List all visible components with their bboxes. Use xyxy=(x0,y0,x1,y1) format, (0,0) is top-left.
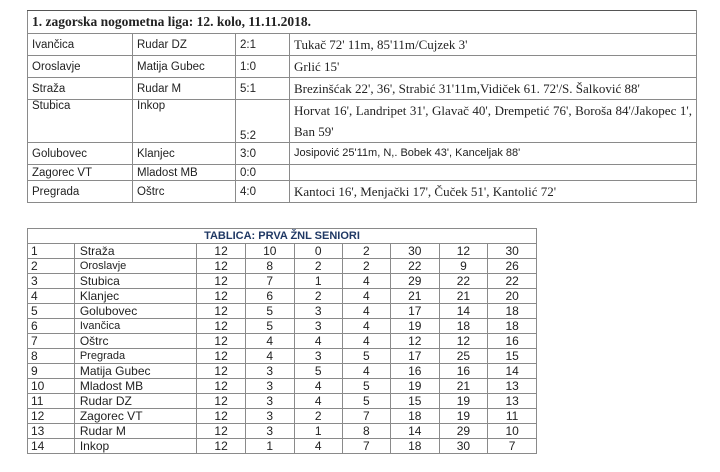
standings-position: 9 xyxy=(28,364,75,379)
match-away-team: Rudar M xyxy=(133,78,236,100)
standings-row xyxy=(28,379,537,394)
results-title-row xyxy=(28,11,697,34)
standings-row xyxy=(28,409,537,424)
standings-stat-cell: 14 xyxy=(390,424,439,439)
standings-team: Stubica xyxy=(74,274,196,289)
standings-row xyxy=(28,439,537,454)
standings-stat-cell: 12 xyxy=(197,289,246,304)
standings-stat-cell: 5 xyxy=(245,304,294,319)
standings-title-row xyxy=(28,229,537,244)
standings-stat-cell: 19 xyxy=(390,319,439,334)
standings-stat-cell: 13 xyxy=(488,379,537,394)
standings-stat-cell: 7 xyxy=(342,439,390,454)
standings-stat-cell: 4 xyxy=(294,334,342,349)
standings-stat-cell: 4 xyxy=(342,274,390,289)
standings-position: 11 xyxy=(28,394,75,409)
standings-stat-cell: 3 xyxy=(294,319,342,334)
match-score: 1:0 xyxy=(236,56,290,78)
standings-position: 13 xyxy=(28,424,75,439)
standings-stat-cell: 7 xyxy=(342,409,390,424)
standings-stat-cell: 4 xyxy=(294,379,342,394)
match-home-team: Oroslavje xyxy=(28,56,133,78)
standings-position: 6 xyxy=(28,319,75,334)
match-away-team: Mladost MB xyxy=(133,165,236,181)
standings-row xyxy=(28,319,537,334)
match-away-team: Oštrc xyxy=(133,181,236,203)
match-row xyxy=(28,143,697,165)
standings-stat-cell: 21 xyxy=(390,289,439,304)
standings-stat-cell: 1 xyxy=(294,274,342,289)
standings-stat-cell: 22 xyxy=(390,259,439,274)
standings-row xyxy=(28,364,537,379)
standings-stat-cell: 5 xyxy=(245,319,294,334)
standings-team: Klanjec xyxy=(74,289,196,304)
standings-stat-cell: 4 xyxy=(245,334,294,349)
match-score: 3:0 xyxy=(236,143,290,165)
match-scorers: Tukač 72' 11m, 85'11m/Cujzek 3' xyxy=(290,34,697,56)
standings-title: TABLICA: PRVA ŽNL SENIORI xyxy=(28,229,537,244)
match-score: 5:2 xyxy=(236,100,290,143)
standings-stat-cell: 2 xyxy=(342,259,390,274)
standings-position: 7 xyxy=(28,334,75,349)
standings-stat-cell: 7 xyxy=(488,439,537,454)
standings-stat-cell: 16 xyxy=(439,364,488,379)
standings-stat-cell: 18 xyxy=(390,409,439,424)
standings-stat-cell: 15 xyxy=(488,349,537,364)
standings-row xyxy=(28,424,537,439)
standings-stat-cell: 6 xyxy=(245,289,294,304)
standings-stat-cell: 0 xyxy=(294,244,342,259)
standings-stat-cell: 17 xyxy=(390,349,439,364)
standings-stat-cell: 1 xyxy=(294,424,342,439)
match-home-team: Stubica xyxy=(28,100,133,143)
standings-stat-cell: 3 xyxy=(245,424,294,439)
match-scorers: Grlić 15' xyxy=(290,56,697,78)
standings-stat-cell: 10 xyxy=(245,244,294,259)
standings-stat-cell: 8 xyxy=(342,424,390,439)
standings-team: Ivančica xyxy=(74,319,196,334)
standings-stat-cell: 5 xyxy=(342,394,390,409)
standings-stat-cell: 3 xyxy=(245,379,294,394)
standings-stat-cell: 12 xyxy=(197,274,246,289)
standings-stat-cell: 25 xyxy=(439,349,488,364)
standings-stat-cell: 12 xyxy=(197,259,246,274)
match-away-team: Matija Gubec xyxy=(133,56,236,78)
standings-stat-cell: 14 xyxy=(488,364,537,379)
match-row xyxy=(28,165,697,181)
standings-stat-cell: 30 xyxy=(488,244,537,259)
standings-stat-cell: 4 xyxy=(294,439,342,454)
standings-stat-cell: 12 xyxy=(197,439,246,454)
standings-row xyxy=(28,259,537,274)
standings-stat-cell: 3 xyxy=(294,304,342,319)
standings-team: Mladost MB xyxy=(74,379,196,394)
match-away-team: Inkop xyxy=(133,100,236,143)
standings-stat-cell: 4 xyxy=(342,364,390,379)
standings-stat-cell: 2 xyxy=(294,409,342,424)
standings-stat-cell: 18 xyxy=(488,304,537,319)
standings-stat-cell: 12 xyxy=(439,244,488,259)
results-title: 1. zagorska nogometna liga: 12. kolo, 11.11.2018. xyxy=(28,11,697,34)
standings-stat-cell: 5 xyxy=(342,349,390,364)
standings-stat-cell: 5 xyxy=(342,379,390,394)
standings-stat-cell: 9 xyxy=(439,259,488,274)
standings-stat-cell: 12 xyxy=(197,319,246,334)
match-score: 4:0 xyxy=(236,181,290,203)
match-home-team: Zagorec VT xyxy=(28,165,133,181)
standings-stat-cell: 3 xyxy=(294,349,342,364)
standings-row xyxy=(28,349,537,364)
standings-stat-cell: 5 xyxy=(294,364,342,379)
standings-team: Matija Gubec xyxy=(74,364,196,379)
standings-team: Golubovec xyxy=(74,304,196,319)
standings-stat-cell: 4 xyxy=(342,304,390,319)
standings-stat-cell: 4 xyxy=(342,319,390,334)
standings-team: Pregrada xyxy=(74,349,196,364)
standings-position: 8 xyxy=(28,349,75,364)
standings-stat-cell: 12 xyxy=(197,334,246,349)
standings-table xyxy=(27,228,537,454)
match-home-team: Ivančica xyxy=(28,34,133,56)
match-away-team: Rudar DZ xyxy=(133,34,236,56)
standings-position: 10 xyxy=(28,379,75,394)
standings-stat-cell: 12 xyxy=(439,334,488,349)
standings-position: 2 xyxy=(28,259,75,274)
standings-section xyxy=(27,228,537,454)
standings-position: 14 xyxy=(28,439,75,454)
standings-team: Zagorec VT xyxy=(74,409,196,424)
match-score: 5:1 xyxy=(236,78,290,100)
match-away-team: Klanjec xyxy=(133,143,236,165)
standings-stat-cell: 22 xyxy=(439,274,488,289)
match-home-team: Pregrada xyxy=(28,181,133,203)
standings-stat-cell: 18 xyxy=(439,319,488,334)
standings-stat-cell: 12 xyxy=(197,349,246,364)
match-scorers xyxy=(290,165,697,181)
standings-stat-cell: 29 xyxy=(439,424,488,439)
match-score: 2:1 xyxy=(236,34,290,56)
standings-stat-cell: 12 xyxy=(197,364,246,379)
match-scorers: Josipović 25'11m, N,. Bobek 43', Kanceljak 88' xyxy=(290,143,697,165)
standings-row xyxy=(28,394,537,409)
standings-stat-cell: 16 xyxy=(488,334,537,349)
standings-row xyxy=(28,244,537,259)
standings-stat-cell: 17 xyxy=(390,304,439,319)
standings-stat-cell: 30 xyxy=(390,244,439,259)
standings-stat-cell: 12 xyxy=(390,334,439,349)
standings-stat-cell: 2 xyxy=(342,244,390,259)
standings-stat-cell: 19 xyxy=(390,379,439,394)
standings-position: 12 xyxy=(28,409,75,424)
standings-stat-cell: 13 xyxy=(488,394,537,409)
standings-position: 4 xyxy=(28,289,75,304)
standings-stat-cell: 21 xyxy=(439,289,488,304)
standings-stat-cell: 22 xyxy=(488,274,537,289)
match-row xyxy=(28,34,697,56)
match-score: 0:0 xyxy=(236,165,290,181)
standings-stat-cell: 18 xyxy=(390,439,439,454)
standings-stat-cell: 26 xyxy=(488,259,537,274)
standings-team: Inkop xyxy=(74,439,196,454)
standings-team: Oštrc xyxy=(74,334,196,349)
standings-team: Oroslavje xyxy=(74,259,196,274)
standings-stat-cell: 20 xyxy=(488,289,537,304)
standings-position: 5 xyxy=(28,304,75,319)
standings-position: 1 xyxy=(28,244,75,259)
standings-stat-cell: 7 xyxy=(245,274,294,289)
match-home-team: Straža xyxy=(28,78,133,100)
results-table xyxy=(27,10,697,203)
standings-stat-cell: 8 xyxy=(245,259,294,274)
standings-stat-cell: 15 xyxy=(390,394,439,409)
standings-stat-cell: 16 xyxy=(390,364,439,379)
match-scorers: Kantoci 16', Menjački 17', Čuček 51', Kantolić 72' xyxy=(290,181,697,203)
standings-stat-cell: 4 xyxy=(294,394,342,409)
standings-stat-cell: 21 xyxy=(439,379,488,394)
match-row xyxy=(28,78,697,100)
standings-position: 3 xyxy=(28,274,75,289)
standings-stat-cell: 2 xyxy=(294,289,342,304)
match-row xyxy=(28,181,697,203)
standings-stat-cell: 10 xyxy=(488,424,537,439)
standings-team: Rudar M xyxy=(74,424,196,439)
standings-stat-cell: 1 xyxy=(245,439,294,454)
standings-stat-cell: 3 xyxy=(245,364,294,379)
match-row xyxy=(28,56,697,78)
standings-row xyxy=(28,304,537,319)
standings-team: Straža xyxy=(74,244,196,259)
standings-row xyxy=(28,274,537,289)
standings-stat-cell: 3 xyxy=(245,394,294,409)
standings-stat-cell: 14 xyxy=(439,304,488,319)
standings-stat-cell: 2 xyxy=(294,259,342,274)
standings-stat-cell: 12 xyxy=(197,304,246,319)
standings-stat-cell: 3 xyxy=(245,409,294,424)
standings-stat-cell: 12 xyxy=(197,244,246,259)
match-scorers: Brezinšćak 22', 36', Strabić 31'11m,Vidiček 61. 72'/S. Šalković 88' xyxy=(290,78,697,100)
standings-stat-cell: 11 xyxy=(488,409,537,424)
standings-stat-cell: 19 xyxy=(439,409,488,424)
standings-row xyxy=(28,289,537,304)
standings-team: Rudar DZ xyxy=(74,394,196,409)
standings-stat-cell: 18 xyxy=(488,319,537,334)
standings-stat-cell: 4 xyxy=(245,349,294,364)
match-row xyxy=(28,100,697,143)
standings-stat-cell: 4 xyxy=(342,334,390,349)
standings-stat-cell: 4 xyxy=(342,289,390,304)
standings-stat-cell: 29 xyxy=(390,274,439,289)
match-home-team: Golubovec xyxy=(28,143,133,165)
standings-row xyxy=(28,334,537,349)
standings-stat-cell: 12 xyxy=(197,394,246,409)
standings-stat-cell: 19 xyxy=(439,394,488,409)
standings-stat-cell: 12 xyxy=(197,379,246,394)
standings-stat-cell: 12 xyxy=(197,409,246,424)
standings-stat-cell: 30 xyxy=(439,439,488,454)
match-scorers: Horvat 16', Landripet 31', Glavač 40', Drempetić 76', Boroša 84'/Jakopec 1', Ban 59' xyxy=(290,100,697,143)
standings-stat-cell: 12 xyxy=(197,424,246,439)
